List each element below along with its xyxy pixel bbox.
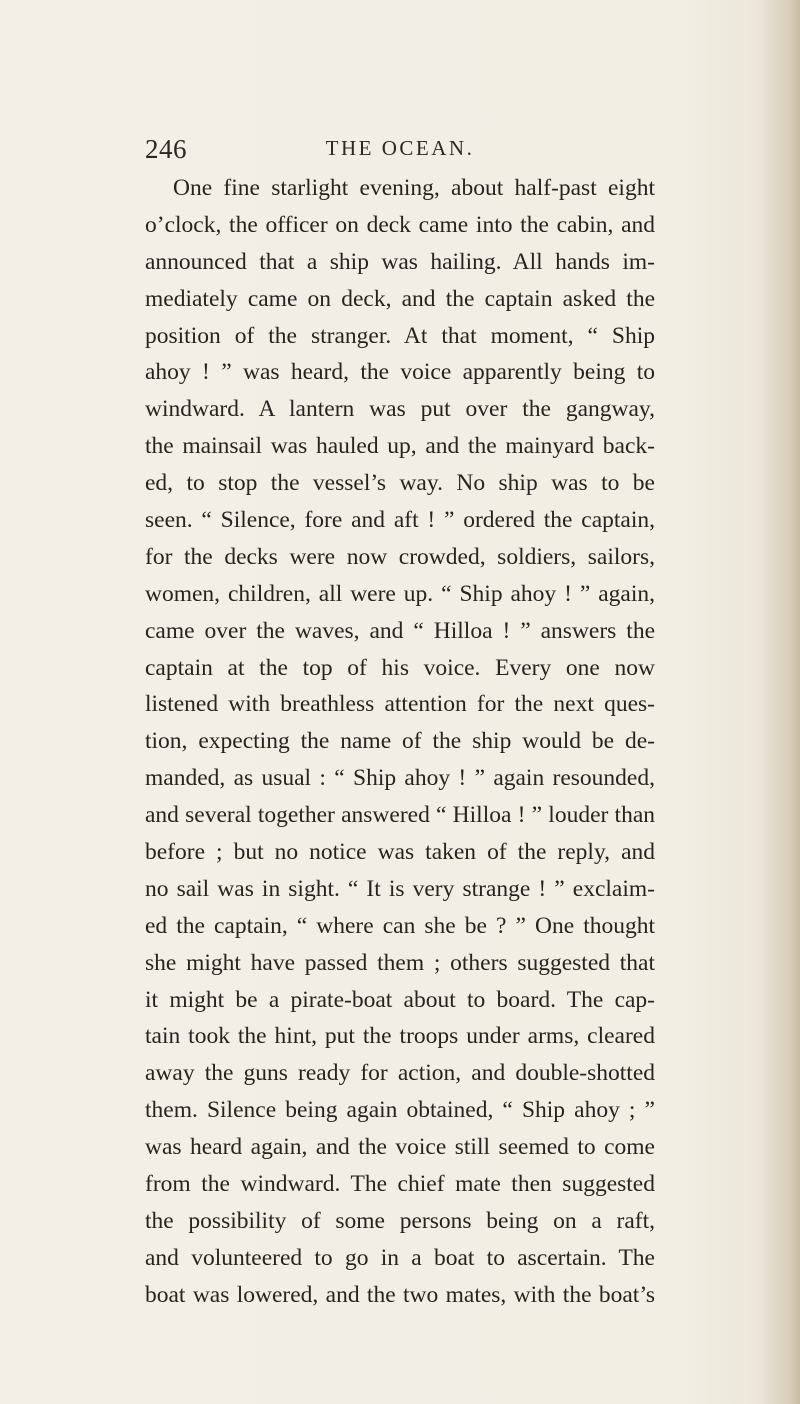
running-head [0,134,800,164]
text-line: captain at the top of his voice. Every one now [145,654,655,681]
text-line: for the decks were now crowded, soldiers, sailors, [145,543,655,570]
page-title: THE OCEAN. [325,136,475,160]
text-line: mediately came on deck, and the captain asked the [145,285,655,312]
text-line: before ; but no notice was taken of the reply, and [145,839,655,866]
text-line: tion, expecting the name of the ship would be de- [145,728,655,755]
text-line: no sail was in sight. “ It is very strange ! ” exclaim- [145,875,655,902]
text-line: and volunteered to go in a boat to ascertain. The [145,1244,655,1271]
text-line: away the guns ready for action, and double-shotted [145,1060,655,1087]
page-edge-shadow [760,0,800,1404]
text-line: from the windward. The chief mate then suggested [145,1171,655,1198]
text-line: windward. A lantern was put over the gangway, [145,396,655,423]
text-line: was heard again, and the voice still seemed to come [145,1134,655,1161]
text-line: manded, as usual : “ Ship ahoy ! ” again resounded, [145,765,655,792]
body-text [145,170,655,1314]
text-line: ed, to stop the vessel’s way. No ship was to be [145,470,655,497]
text-line: announced that a ship was hailing. All hands im- [145,248,655,275]
text-line: she might have passed them ; others suggested that [145,949,655,976]
text-line: ahoy ! ” was heard, the voice apparently being to [145,359,655,386]
text-line: position of the stranger. At that moment, “ Ship [145,322,655,349]
text-line: came over the waves, and “ Hilloa ! ” answers the [145,617,655,644]
text-line: boat was lowered, and the two mates, with the boat’s [145,1281,655,1308]
text-line: it might be a pirate-boat about to board. The cap- [145,986,655,1013]
text-line: One fine starlight evening, about half-past eight [173,175,655,201]
text-line: the mainsail was hauled up, and the mainyard back- [145,433,655,460]
text-line: the possibility of some persons being on a raft, [145,1207,655,1234]
text-line: o’clock, the officer on deck came into the cabin, and [145,211,655,238]
text-line: tain took the hint, put the troops under arms, cleared [145,1023,655,1050]
text-line: ed the captain, “ where can she be ? ” One thought [145,912,655,939]
text-line: seen. “ Silence, fore and aft ! ” ordered the captain, [145,507,655,534]
text-line: and several together answered “ Hilloa ! ” louder than [145,802,655,829]
text-line: listened with breathless attention for the next ques- [145,691,655,718]
text-line: women, children, all were up. “ Ship ahoy ! ” again, [145,580,655,607]
text-line: them. Silence being again obtained, “ Ship ahoy ; ” [145,1097,655,1124]
page-number: 246 [145,134,187,164]
